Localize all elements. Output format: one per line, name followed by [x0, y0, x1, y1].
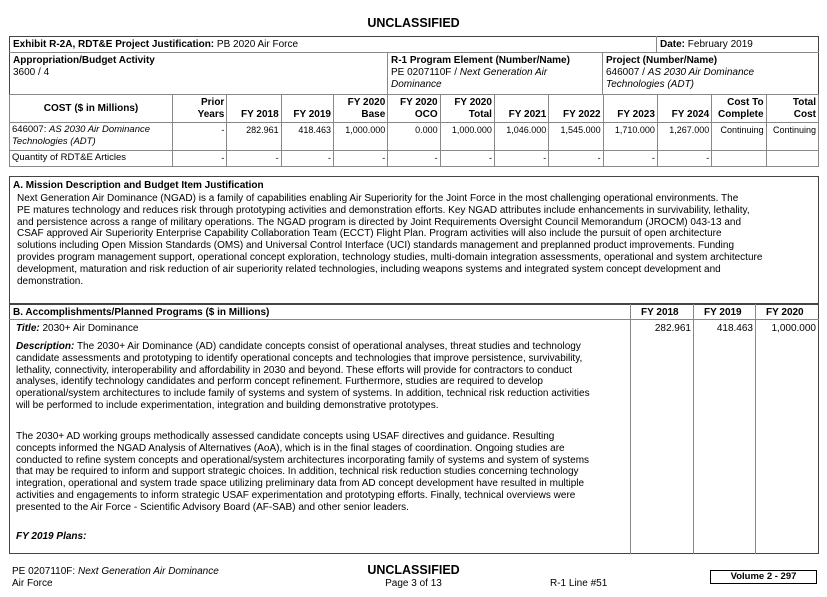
- project-value: 646007 / AS 2030 Air Dominance: [606, 67, 755, 78]
- cell: 0.000: [388, 123, 440, 151]
- table-row: [10, 123, 819, 151]
- cell: 1,000.000: [440, 123, 494, 151]
- col-header: FY 2018: [227, 95, 281, 123]
- volume-box: Volume 2 - 297: [710, 570, 817, 584]
- col-header: FY 2020 Base: [333, 95, 387, 123]
- cell: 1,545.000: [549, 123, 603, 151]
- item-fy2020-value: 1,000.000: [771, 323, 816, 334]
- r1-label: R-1 Program Element (Number/Name): [391, 55, 570, 66]
- cell: -: [549, 151, 603, 167]
- footer-pe: PE 0207110F: Next Generation Air Dominance: [12, 566, 219, 577]
- col-header: FY 2023: [603, 95, 657, 123]
- item-description-para2: The 2030+ AD working groups methodically assessed candidate concepts using USAF directives and guidance. Resulting concepts informed the NGAD Analysis of Alternatives (AoA), which is in the final stages of coordination. Ongoing studies are conducted to refine system concepts and operational/system architectures incorporating family of systems and system of systems that may be required to inform and support strategic choices. In addition, technical risk reduction studies concerning technology integration, operational and system trade space utilizing preliminary data from AD concept development have resulted in multiple activities and engagements to inform strategic USAF experimentation and prototyping efforts. Finally, technical overviews were presented to the Air Force - Scientific Advisory Board (AF-SAB) and other senior leaders.: [16, 431, 590, 513]
- cell: 1,046.000: [494, 123, 548, 151]
- cell: -: [281, 151, 333, 167]
- section-b-title: B. Accomplishments/Planned Programs ($ in Millions): [13, 307, 270, 318]
- col-header: Total Cost: [766, 95, 818, 123]
- footer-service: Air Force: [12, 578, 53, 589]
- col-header: FY 2020 Total: [440, 95, 494, 123]
- col-header: FY 2021: [494, 95, 548, 123]
- row-label: 646007: AS 2030 Air Dominance Technologies (ADT): [10, 123, 173, 151]
- appropriation-label: Appropriation/Budget Activity: [13, 55, 155, 66]
- col-fy2019-header: FY 2019: [704, 307, 742, 318]
- item-title: Title: 2030+ Air Dominance: [16, 323, 139, 334]
- r1-value: PE 0207110F / Next Generation Air: [391, 67, 548, 78]
- col-header: Cost To Complete: [712, 95, 766, 123]
- cell: 418.463: [281, 123, 333, 151]
- col-header: Prior Years: [173, 95, 227, 123]
- row-label: Quantity of RDT&E Articles: [10, 151, 173, 167]
- col-header: FY 2019: [281, 95, 333, 123]
- section-a-text: Next Generation Air Dominance (NGAD) is a family of capabilities enabling Air Superiority for the Joint Force in the most challenging operational environments. The PE matures technology and reduces risk through prototyping activities and demonstration efforts. Key NGAD attributes include enhancements in survivability, lethality, and persistence across a range of military operations. The NGAD program is directed by Joint Requirements Oversight Council Memorandum (JROCM) 043-13 and CSAF approved Air Superiority Enterprise Capability Collaboration Team (ECCT) Flight Plan. Program activities will also include the pursuit of open architecture solutions including Open Mission Standards (OMS) and Universal Control Interface (UCI) standards management and preplanned product improvements. Funding provides program management support, operational concept exploration, technology studies, multi-domain integration assessments, operational and system architecture development, maturation and risk reduction of air superiority related technologies, including weapons systems and integrated system concept development and demonstration.: [17, 193, 763, 287]
- col-cost-header: COST ($ in Millions): [10, 95, 173, 123]
- cell: [766, 151, 818, 167]
- col-header: FY 2020 OCO: [388, 95, 440, 123]
- col-header: FY 2022: [549, 95, 603, 123]
- table-row: [10, 151, 819, 167]
- cell: -: [603, 151, 657, 167]
- item-description: Description: The 2030+ Air Dominance (AD) candidate concepts consist of operational analyses, threat studies and technology candidate assessments and prototyping to identify operational concepts and technologies that improve persistence, survivability, lethality, connectivity, interoperability and affordability in 2030 and beyond. These efforts will provide for contractors to conduct analyses, identify technology candidates and perform concept refinement. Furthermore, studies are required to develop operational/system architectures to include family of systems and system of systems. In addition, technical risk reduction activities will be performed to include experimentation, integration and building demonstrative prototypes.: [16, 341, 590, 411]
- cell: 1,710.000: [603, 123, 657, 151]
- cell: -: [227, 151, 281, 167]
- cell: -: [657, 151, 711, 167]
- cell: -: [388, 151, 440, 167]
- classification-top: UNCLASSIFIED: [367, 16, 460, 30]
- cell: Continuing: [712, 123, 766, 151]
- cell: Continuing: [766, 123, 818, 151]
- col-fy2018-header: FY 2018: [641, 307, 679, 318]
- section-a-title: A. Mission Description and Budget Item Justification: [13, 180, 264, 191]
- col-fy2020-header: FY 2020: [766, 307, 804, 318]
- cell: -: [333, 151, 387, 167]
- appropriation-value: 3600 / 4: [13, 67, 50, 78]
- cell: 1,000.000: [333, 123, 387, 151]
- cell: -: [494, 151, 548, 167]
- cell: [712, 151, 766, 167]
- r1-value-2: Dominance: [391, 79, 442, 90]
- cell: -: [440, 151, 494, 167]
- col-header: FY 2024: [657, 95, 711, 123]
- item-fy2018-value: 282.961: [654, 323, 691, 334]
- cell: -: [173, 123, 227, 151]
- project-value-2: Technologies (ADT): [606, 79, 695, 90]
- item-fy2019-value: 418.463: [716, 323, 753, 334]
- date: Date: February 2019: [660, 39, 753, 50]
- classification-bottom: UNCLASSIFIED: [367, 563, 460, 577]
- cost-table: [9, 94, 819, 167]
- cell: 282.961: [227, 123, 281, 151]
- exhibit-title: Exhibit R-2A, RDT&E Project Justification: PB 2020 Air Force: [13, 39, 299, 50]
- cell: 1,267.000: [657, 123, 711, 151]
- cost-header-row: [10, 95, 819, 123]
- page-number: Page 3 of 13: [385, 578, 442, 589]
- fy2019-plans-label: FY 2019 Plans:: [16, 531, 87, 542]
- r1-line: R-1 Line #51: [550, 578, 608, 589]
- project-label: Project (Number/Name): [606, 55, 718, 66]
- cell: -: [173, 151, 227, 167]
